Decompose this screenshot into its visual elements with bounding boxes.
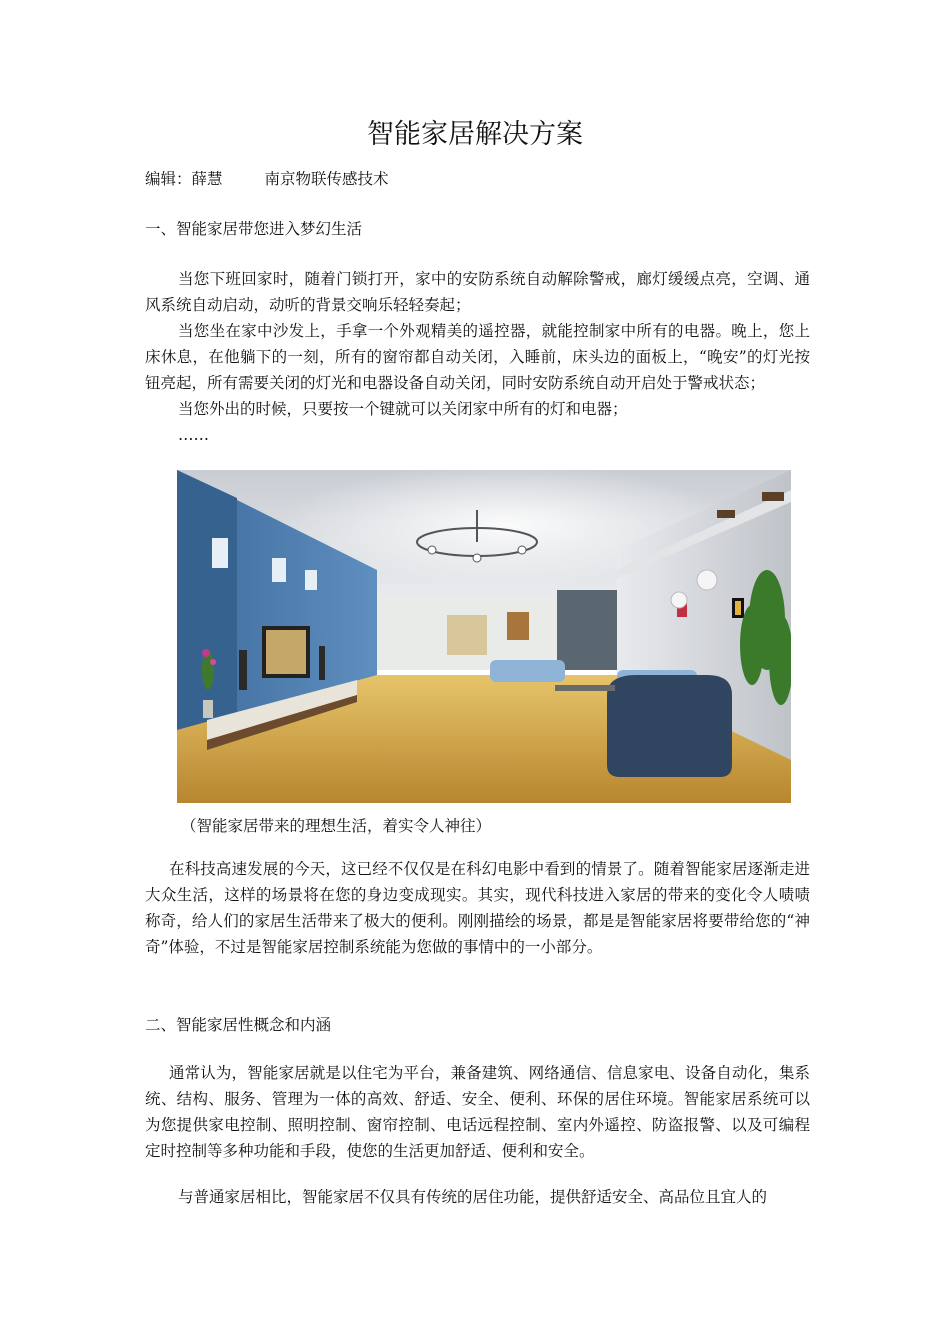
figure-caption: （智能家居带来的理想生活，着实令人神往） bbox=[181, 817, 492, 835]
section-1-scenario bbox=[145, 266, 810, 448]
section-2-heading: 二、智能家居性概念和内涵 bbox=[145, 1016, 332, 1034]
document-title: 智能家居解决方案 bbox=[367, 119, 583, 150]
section-2-paragraph-2: 与普通家居相比，智能家居不仅具有传统的居住功能，提供舒适安全、高品位且宜人的 bbox=[178, 1188, 768, 1206]
scenario-line-2: 当您坐在家中沙发上，手拿一个外观精美的遥控器，就能控制家中所有的电器。晚上，您上床休息，在他躺下的一刻，所有的窗帘都自动关闭，入睡前，床头边的面板上，“晚安”的灯光按钮亮起，所有需要关闭的灯光和电器设备自动关闭，同时安防系统自动开启处于警戒状态； bbox=[145, 322, 810, 392]
editor-label: 编辑：薛慧 bbox=[145, 170, 223, 188]
scenario-line-1: 当您下班回家时，随着门锁打开，家中的安防系统自动解除警戒，廊灯缓缓点亮，空调、通风系统自动启动，动听的背景交响乐轻轻奏起； bbox=[145, 270, 810, 314]
section-2-paragraph-1: 通常认为，智能家居就是以住宅为平台，兼备建筑、网络通信、信息家电、设备自动化，集系统、结构、服务、管理为一体的高效、舒适、安全、便利、环保的居住环境。智能家居系统可以为您提供家电控制、照明控制、窗帘控制、电话远程控制、室内外遥控、防盗报警、以及可编程定时控制等多种功能和手段，使您的生活更加舒适、便利和安全。 bbox=[145, 1064, 810, 1160]
living-room-image bbox=[177, 470, 791, 803]
scenario-line-3: 当您外出的时候，只要按一个键就可以关闭家中所有的灯和电器； bbox=[178, 400, 628, 418]
section-1-heading: 一、智能家居带您进入梦幻生活 bbox=[145, 220, 363, 238]
section-1-paragraph: 在科技高速发展的今天，这已经不仅仅是在科幻电影中看到的情景了。随着智能家居逐渐走进大众生活，这样的场景将在您的身边变成现实。其实，现代科技进入家居的带来的变化令人啧啧称奇，给人们的家居生活带来了极大的便利。刚刚描绘的场景，都是是智能家居将要带给您的“神奇”体验，不过是智能家居控制系统能为您做的事情中的一小部分。 bbox=[145, 860, 810, 956]
scenario-line-4: …… bbox=[178, 426, 209, 444]
byline bbox=[145, 166, 810, 192]
company-name: 南京物联传感技术 bbox=[264, 170, 389, 188]
